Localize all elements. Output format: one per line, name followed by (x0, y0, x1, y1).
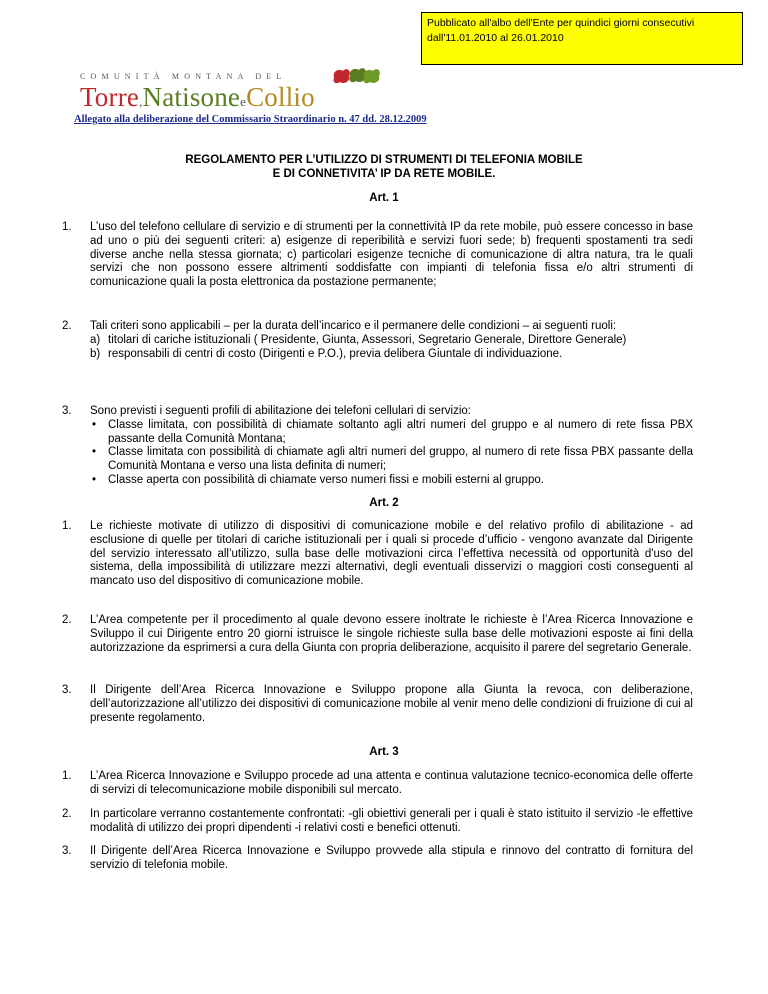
paragraph-text: Le richieste motivate di utilizzo di dispositivi di comunicazione mobile e del relativo profilo di abilitazione - ad esclusione di quelle per titolari di cariche istituzionali per i quali si procede d’ufficio - vengono avanzate dal Dirigente del servizio interessato all’utilizzo, sulla base delle motivazioni circa l’effettiva necessità od opportunità d'uso del sistema, della impossibilità di utilizzare mezzi alternativi, degli eventuali disservizi o maggiori costi conseguenti al mancato uso del dispositivo di comunicazione mobile. (90, 520, 693, 588)
paragraph-text: L’Area Ricerca Innovazione e Sviluppo procede ad una attenta e continua valutazione tecnico-economica delle offerte di servizi di telecomunicazione mobile disponibili sul mercato. (90, 770, 693, 796)
paragraph-number: 3. (62, 684, 72, 696)
stamp-line-1: Pubblicato all'albo dell'Ente per quindici giorni consecutivi (427, 17, 695, 29)
bullet-icon: • (92, 446, 97, 459)
article-paragraph (62, 520, 693, 589)
paragraph-text: L’uso del telefono cellulare di servizio e di strumenti per la connettività IP da rete mobile, può essere concesso in base ad uno o più dei seguenti criteri: a) esigenze di reperibilità e servizi fuori sede; b) frequenti spostamenti tra sedi diverse anche nella stessa giornata; c) particolari esigenze tecniche di comunicazione di altra natura, tra le quali servizi che non possono essere altrimenti soddisfatte con impianti di telefonia fissa e/o altri strumenti di comunicazione quali la posta elettronica da postazione permanente; (90, 221, 693, 289)
list-item-text: Classe aperta con possibilità di chiamate verso numeri fissi e mobili esterni al gruppo. (108, 473, 544, 486)
bullet-icon: • (92, 473, 97, 486)
paragraph-number: 3. (62, 845, 72, 857)
paragraph-text: Sono previsti i seguenti profili di abilitazione dei telefoni cellulari di servizio: (90, 405, 471, 417)
paragraph-number: 3. (62, 405, 72, 417)
list-item (90, 334, 693, 348)
list-item-text: Classe limitata con possibilità di chiamate agli altri numeri del gruppo, al numero di rete fissa PBX passante della Comunità Montana e verso una lista definita di numeri; (108, 446, 693, 473)
article-paragraph (62, 221, 693, 290)
paragraph-number: 1. (62, 520, 72, 532)
logo-subtitle: COMUNITÀ MONTANA DEL (80, 72, 287, 81)
article-paragraph (62, 808, 693, 836)
role-list (90, 334, 693, 362)
article-paragraph (62, 845, 693, 873)
list-item-text: responsabili di centri di costo (Dirigenti e P.O.), previa delibera Giuntale di individuazione. (108, 347, 563, 360)
article-paragraph (62, 684, 693, 725)
paragraph-text: In particolare verranno costantemente confrontati: -gli obiettivi generali per i quali è stato istituito il servizio -le effettive modalità di utilizzo dei propri dipendenti -i relativi costi e benefici ottenuti. (90, 808, 693, 834)
list-letter: a) (90, 333, 101, 346)
community-logo (80, 66, 380, 116)
attachment-reference: Allegato alla deliberazione del Commissario Straordinario n. 47 dd. 28.12.2009 (74, 114, 427, 125)
list-item (90, 348, 693, 362)
list-item (90, 446, 693, 474)
logo-separator-comma: , (139, 94, 143, 109)
paragraph-text: Il Dirigente dell’Area Ricerca Innovazione e Sviluppo propone alla Giunta la revoca, con deliberazione, dell’autorizzazione all’utilizzo dei dispositivi di comunicazione mobile al venir meno delle condizioni di fruizione di cui al presente regolamento. (90, 684, 693, 724)
paragraph-number: 1. (62, 770, 72, 782)
logo-separator-e: e (240, 94, 247, 109)
paragraph-number: 1. (62, 221, 72, 233)
article-paragraph (62, 405, 693, 488)
list-item-text: Classe limitata, con possibilità di chiamate soltanto agli altri numeri del gruppo e al numero di rete fissa PBX passante della Comunità Montana; (108, 418, 693, 445)
logo-wordmark (80, 82, 315, 113)
bullet-icon: • (92, 418, 97, 431)
paragraph-text: L’Area competente per il procedimento al quale devono essere inoltrate le richieste è l’Area Ricerca Innovazione e Sviluppo il cui Dirigente entro 20 giorni istruisce le singole richieste sulla base delle motivazioni esposte ai fini della autorizzazione da esprimersi a cura della Giunta con propria deliberazione, acquisito il parere del segretario Generale. (90, 614, 693, 654)
stamp-line-2: dall'11.01.2010 al 26.01.2010 (427, 32, 564, 44)
article-paragraph (62, 614, 693, 655)
document-title (0, 153, 768, 181)
article-heading: Art. 1 (369, 192, 399, 204)
leaves-icon (330, 66, 380, 88)
list-item (90, 419, 693, 447)
list-letter: b) (90, 347, 101, 360)
paragraph-number: 2. (62, 808, 72, 820)
article-paragraph (62, 770, 693, 798)
paragraph-number: 2. (62, 320, 72, 332)
paragraph-number: 2. (62, 614, 72, 626)
article-heading: Art. 3 (369, 746, 399, 758)
list-item-text: titolari di cariche istituzionali ( Presidente, Giunta, Assessori, Segretario Generale, Direttore Generale) (108, 333, 627, 346)
list-item (90, 474, 693, 488)
title-line-2: E DI CONNETIVITA’ IP DA RETE MOBILE. (272, 168, 496, 180)
paragraph-text: Tali criteri sono applicabili – per la durata dell’incarico e il permanere delle condizioni – ai seguenti ruoli: (90, 320, 617, 332)
profile-list (90, 419, 693, 488)
title-line-1: REGOLAMENTO PER L’UTILIZZO DI STRUMENTI DI TELEFONIA MOBILE (185, 154, 583, 166)
logo-word-torre: Torre (80, 82, 140, 112)
article-heading: Art. 2 (369, 497, 399, 509)
publication-stamp (421, 12, 743, 65)
logo-word-natisone: Natisone (142, 82, 241, 112)
article-paragraph (62, 320, 693, 361)
paragraph-text: Il Dirigente dell’Area Ricerca Innovazione e Sviluppo provvede alla stipula e rinnovo del contratto di fornitura del servizio di telefonia mobile. (90, 845, 693, 871)
logo-word-collio: Collio (246, 82, 315, 112)
